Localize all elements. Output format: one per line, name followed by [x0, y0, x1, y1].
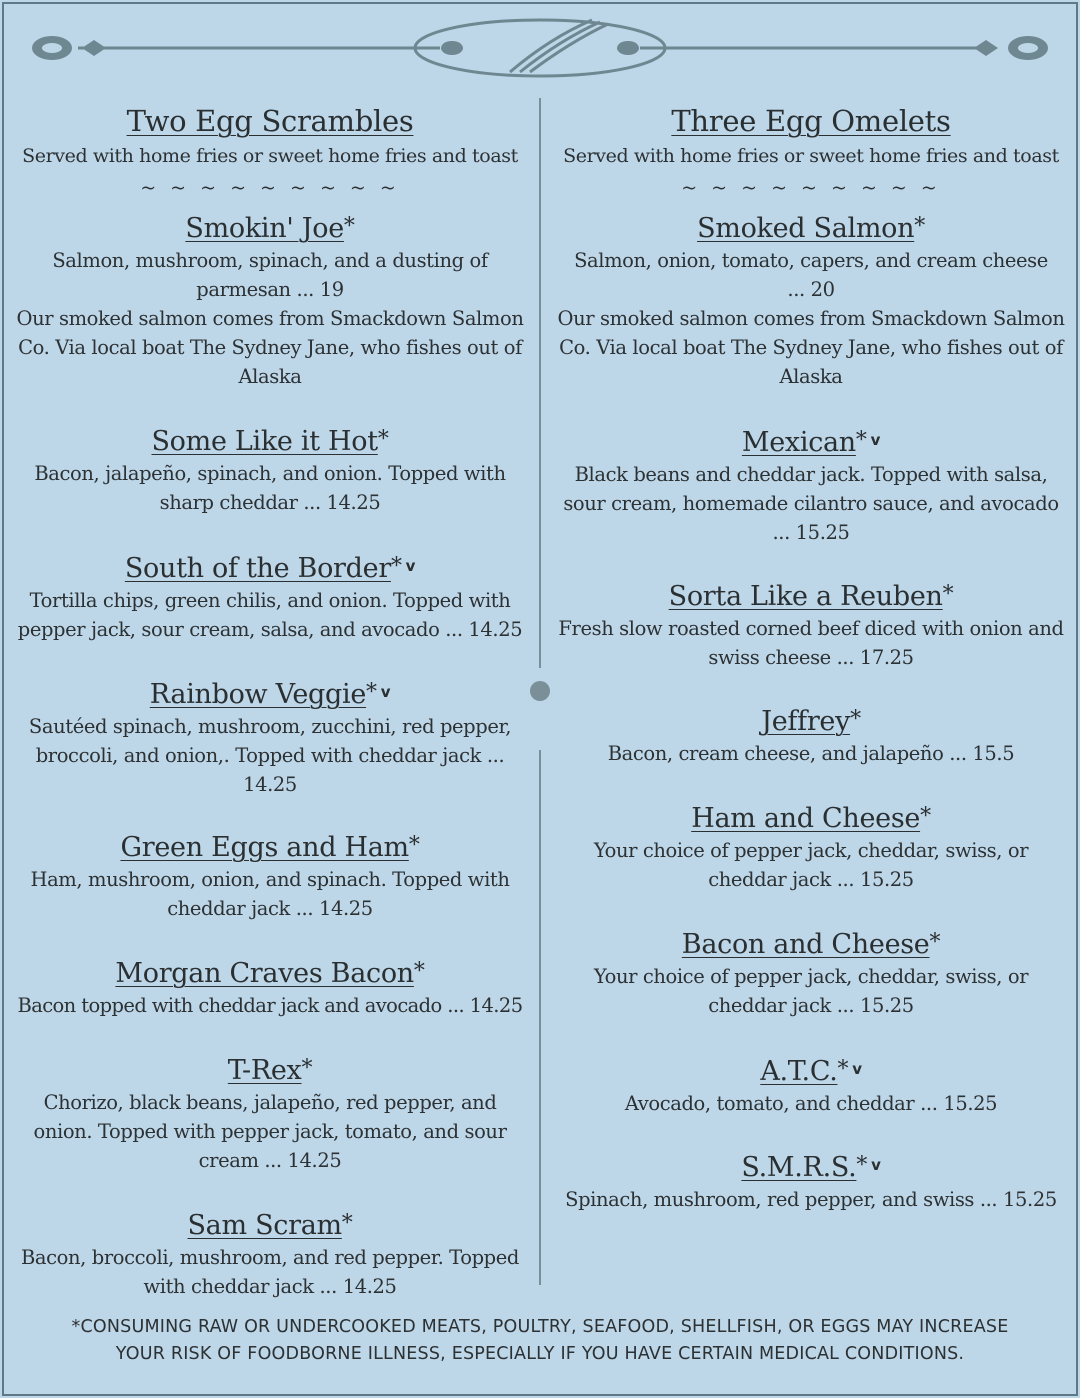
item-name: S.M.R.S.* $^v$: [741, 1152, 881, 1183]
item-name: Ham and Cheese*: [691, 803, 931, 834]
menu-item: [10, 549, 530, 644]
scrambles-column: [10, 0, 530, 1300]
vegetarian-mark: v: [852, 1060, 862, 1078]
vegetarian-mark: v: [380, 683, 391, 701]
item-description: Spinach, mushroom, red pepper, and swiss ... 15.25: [565, 1188, 1057, 1211]
column-divider-top: [539, 98, 541, 668]
item-description: Bacon, broccoli, mushroom, and red pepper. Topped with cheddar jack ... 14.25: [20, 1246, 519, 1298]
menu-item: [10, 829, 530, 923]
vegetarian-mark: v: [871, 1156, 881, 1174]
menu-item: [552, 926, 1070, 1020]
section-subtitle-scrambles: Served with home fries or sweet home fries and toast: [22, 145, 518, 167]
section-separator: ~ ~ ~ ~ ~ ~ ~ ~ ~: [681, 177, 941, 199]
item-name: Green Eggs and Ham*: [120, 832, 420, 863]
menu-item: [10, 1207, 530, 1301]
item-description: Salmon, onion, tomato, capers, and cream cheese ... 20: [574, 249, 1048, 301]
item-description: Salmon, mushroom, spinach, and a dusting of parmesan ... 19: [52, 249, 488, 301]
item-note: Our smoked salmon comes from Smackdown Salmon Co. Via local boat The Sydney Jane, who fishes out of Alaska: [16, 307, 524, 388]
item-name: Sorta Like a Reuben*: [668, 581, 954, 612]
item-name: Jeffrey*: [761, 706, 861, 737]
item-name: T-Rex*: [227, 1055, 313, 1086]
item-description: Bacon, jalapeño, spinach, and onion. Topped with sharp cheddar ... 14.25: [34, 462, 506, 514]
item-description: Your choice of pepper jack, cheddar, swiss, or cheddar jack ... 15.25: [593, 839, 1029, 891]
menu-item: [552, 210, 1070, 391]
column-divider-bottom: [539, 750, 541, 1285]
section-title-omelets: Three Egg Omelets: [671, 104, 951, 138]
item-name: Smoked Salmon*: [697, 213, 925, 244]
item-name: Bacon and Cheese*: [681, 929, 941, 960]
item-note: Our smoked salmon comes from Smackdown Salmon Co. Via local boat The Sydney Jane, who fishes out of Alaska: [557, 307, 1065, 388]
vegetarian-mark: v: [870, 431, 881, 449]
item-name: South of the Border* $^v$: [124, 553, 416, 584]
item-name: A.T.C.* $^v$: [760, 1056, 862, 1087]
menu-item: [10, 955, 530, 1020]
menu-item: [10, 675, 530, 799]
item-name: Sam Scram*: [187, 1210, 353, 1241]
menu-item: [552, 1148, 1070, 1214]
disclaimer-line-1: *CONSUMING RAW OR UNDERCOOKED MEATS, POULTRY, SEAFOOD, SHELLFISH, OR EGGS MAY INCREASE: [71, 1317, 1009, 1337]
section-title-scrambles: Two Egg Scrambles: [126, 104, 414, 138]
omelets-column: [552, 0, 1070, 1300]
item-description: Fresh slow roasted corned beef diced with onion and swiss cheese ... 17.25: [558, 617, 1064, 669]
item-name: Smokin' Joe*: [185, 213, 355, 244]
menu-item: [10, 423, 530, 517]
vegetarian-mark: v: [405, 557, 416, 575]
item-name: Mexican* $^v$: [741, 427, 881, 458]
item-description: Black beans and cheddar jack. Topped with salsa, sour cream, homemade cilantro sauce, and avocado ... 15.25: [563, 463, 1059, 544]
item-description: Avocado, tomato, and cheddar ... 15.25: [624, 1092, 998, 1115]
section-subtitle-omelets: Served with home fries or sweet home fries and toast: [563, 145, 1059, 167]
menu-item: [552, 703, 1070, 768]
menu-item: [552, 423, 1070, 547]
section-separator: ~ ~ ~ ~ ~ ~ ~ ~ ~: [140, 177, 400, 199]
menu-item: [552, 1052, 1070, 1118]
menu-item: [10, 210, 530, 391]
item-description: Bacon, cream cheese, and jalapeño ... 15.5: [607, 742, 1015, 765]
item-description: Bacon topped with cheddar jack and avocado ... 14.25: [17, 994, 523, 1017]
item-description: Tortilla chips, green chilis, and onion. Topped with pepper jack, sour cream, salsa, and avocado ... 14.25: [17, 589, 523, 641]
item-name: Some Like it Hot*: [151, 426, 389, 457]
menu-item: [552, 578, 1070, 672]
item-description: Ham, mushroom, onion, and spinach. Topped with cheddar jack ... 14.25: [30, 868, 510, 920]
item-description: Chorizo, black beans, jalapeño, red pepper, and onion. Topped with pepper jack, tomato, and sour cream ... 14.25: [33, 1091, 507, 1172]
column-divider-dot: [530, 681, 550, 701]
menu-item: [552, 800, 1070, 894]
item-name: Morgan Craves Bacon*: [115, 958, 425, 989]
disclaimer-line-2: YOUR RISK OF FOODBORNE ILLNESS, ESPECIALLY IF YOU HAVE CERTAIN MEDICAL CONDITIONS.: [115, 1344, 965, 1364]
food-safety-disclaimer: [0, 1314, 1080, 1368]
item-description: Sautéed spinach, mushroom, zucchini, red pepper, broccoli, and onion,. Topped with cheddar jack ... 14.25: [28, 715, 512, 796]
item-name: Rainbow Veggie* $^v$: [149, 679, 391, 710]
item-description: Your choice of pepper jack, cheddar, swiss, or cheddar jack ... 15.25: [593, 965, 1029, 1017]
menu-item: [10, 1052, 530, 1175]
